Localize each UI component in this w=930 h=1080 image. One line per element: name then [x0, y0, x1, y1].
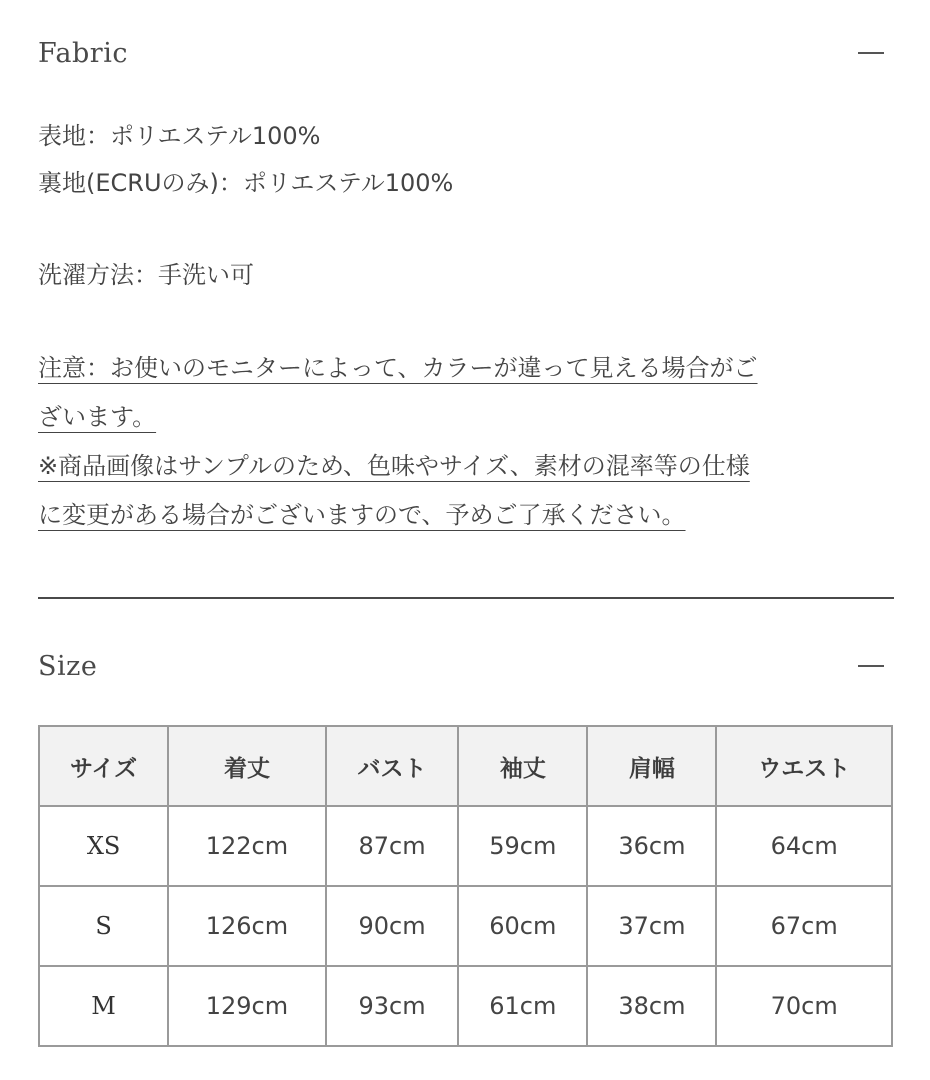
minus-icon	[858, 665, 884, 667]
size-section-title: Size	[38, 650, 98, 682]
header-bust: バスト	[326, 726, 459, 806]
color-notice	[38, 344, 878, 540]
notice-line: に変更がある場合がございますので、予めご了承ください。	[38, 501, 686, 529]
fabric-section-title: Fabric	[38, 37, 128, 69]
size-section-header[interactable]	[38, 646, 894, 686]
table-cell: 67cm	[716, 886, 892, 966]
notice-line: ※商品画像はサンプルのため、色味やサイズ、素材の混率等の仕様	[38, 452, 750, 480]
table-cell: 129cm	[168, 966, 326, 1046]
size-cell: M	[39, 966, 168, 1046]
size-cell: XS	[39, 806, 168, 886]
table-cell: 38cm	[587, 966, 716, 1046]
table-cell: 60cm	[458, 886, 587, 966]
table-cell: 126cm	[168, 886, 326, 966]
fabric-section-header[interactable]	[38, 33, 894, 73]
material-line-outer: 表地：ポリエステル100%	[38, 122, 321, 150]
table-cell: 36cm	[587, 806, 716, 886]
size-table	[38, 725, 893, 1047]
notice-line: ざいます。	[38, 403, 157, 431]
size-cell: S	[39, 886, 168, 966]
notice-line: 注意：お使いのモニターによって、カラーが違って見える場合がご	[38, 354, 758, 382]
table-cell: 93cm	[326, 966, 459, 1046]
header-length: 着丈	[168, 726, 326, 806]
section-divider	[38, 597, 894, 599]
table-row	[39, 886, 892, 966]
table-cell: 70cm	[716, 966, 892, 1046]
table-row	[39, 966, 892, 1046]
washing-instructions: 洗濯方法：手洗い可	[38, 261, 254, 289]
table-cell: 59cm	[458, 806, 587, 886]
header-waist: ウエスト	[716, 726, 892, 806]
fabric-materials	[38, 113, 453, 207]
table-header-row	[39, 726, 892, 806]
table-row	[39, 806, 892, 886]
table-cell: 122cm	[168, 806, 326, 886]
table-cell: 37cm	[587, 886, 716, 966]
header-size: サイズ	[39, 726, 168, 806]
table-cell: 90cm	[326, 886, 459, 966]
table-cell: 87cm	[326, 806, 459, 886]
header-shoulder: 肩幅	[587, 726, 716, 806]
header-sleeve: 袖丈	[458, 726, 587, 806]
minus-icon	[858, 52, 884, 54]
table-cell: 64cm	[716, 806, 892, 886]
material-line-lining: 裏地(ECRUのみ)：ポリエステル100%	[38, 169, 454, 197]
size-collapse-button[interactable]	[854, 646, 894, 686]
table-cell: 61cm	[458, 966, 587, 1046]
fabric-collapse-button[interactable]	[854, 33, 894, 73]
